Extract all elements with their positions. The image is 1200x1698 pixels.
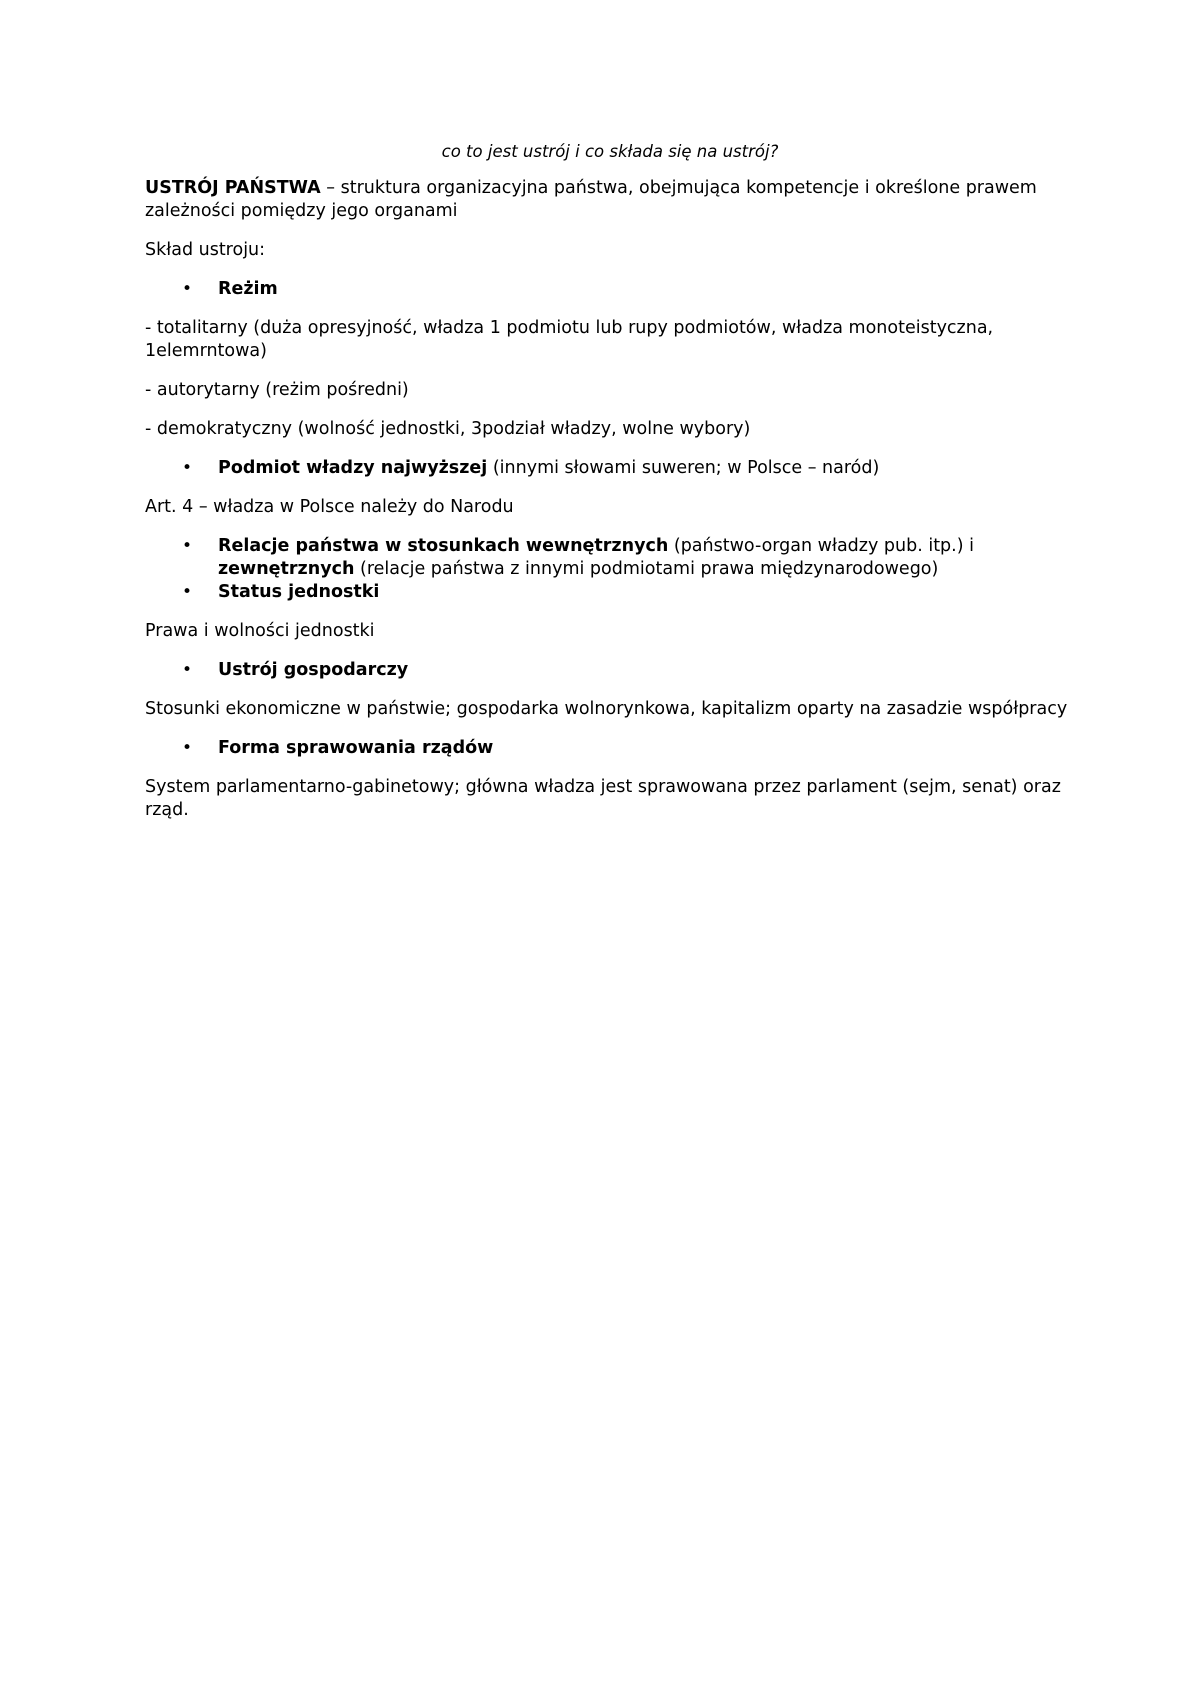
podmiot-article-line: Art. 4 – władza w Polsce należy do Narodu — [145, 497, 514, 517]
rezim-line-demokratyczny: - demokratyczny (wolność jednostki, 3podział władzy, wolne wybory) — [145, 419, 751, 439]
bullet-icon: • — [182, 738, 193, 758]
bullet-icon: • — [182, 660, 193, 680]
gospodarczy-line: Stosunki ekonomiczne w państwie; gospodarka wolnorynkowa, kapitalizm oparty na zasadzie współpracy — [145, 699, 1068, 719]
definition-paragraph — [145, 177, 1075, 223]
bullet-item-rezim — [145, 278, 1075, 301]
bullet-item-forma — [145, 737, 1075, 760]
forma-heading: Forma sprawowania rządów — [218, 738, 494, 758]
bullet-list-forma — [145, 737, 1075, 760]
forma-line: System parlamentarno-gabinetowy; główna władza jest sprawowana przez parlament (sejm, senat) oraz rząd. — [145, 777, 1061, 820]
rezim-line-autorytarny: - autorytarny (reżim pośredni) — [145, 380, 409, 400]
status-line: Prawa i wolności jednostki — [145, 621, 375, 641]
bullet-icon: • — [182, 279, 193, 299]
document-page — [145, 140, 1075, 838]
relacje-heading-a: Relacje państwa w stosunkach wewnętrznych — [218, 536, 669, 556]
rezim-heading: Reżim — [218, 279, 278, 299]
status-heading: Status jednostki — [218, 582, 380, 602]
bullet-list-podmiot — [145, 457, 1075, 480]
podmiot-heading: Podmiot władzy najwyższej — [218, 458, 488, 478]
bullet-item-status — [145, 581, 1075, 604]
sklad-label: Skład ustroju: — [145, 240, 266, 260]
definition-text: – struktura organizacyjna państwa, obejmująca kompetencje i określone prawem zależności pomiędzy jego organami — [145, 178, 1037, 221]
bullet-item-relacje — [145, 535, 1075, 581]
podmiot-rest: (innymi słowami suweren; w Polsce – naród) — [487, 458, 880, 478]
rezim-line-totalitarny: - totalitarny (duża opresyjność, władza 1 podmiotu lub rupy podmiotów, władza monoteistyczna, 1elemrntowa) — [145, 318, 994, 361]
relacje-rest-b: (relacje państwa z innymi podmiotami prawa międzynarodowego) — [354, 559, 939, 579]
bullet-list-rezim — [145, 278, 1075, 301]
definition-term: USTRÓJ PAŃSTWA — [145, 178, 321, 198]
bullet-icon: • — [182, 536, 193, 556]
document-title: co to jest ustrój i co składa się na ustrój? — [441, 142, 779, 161]
relacje-heading-b: zewnętrznych — [218, 559, 355, 579]
bullet-item-gospodarczy — [145, 659, 1075, 682]
bullet-item-podmiot — [145, 457, 1075, 480]
bullet-icon: • — [182, 458, 193, 478]
relacje-rest-a: (państwo-organ władzy pub. itp.) i — [668, 536, 974, 556]
bullet-list-relacje-status — [145, 535, 1075, 604]
bullet-icon: • — [182, 582, 193, 602]
gospodarczy-heading: Ustrój gospodarczy — [218, 660, 409, 680]
bullet-list-gospodarczy — [145, 659, 1075, 682]
